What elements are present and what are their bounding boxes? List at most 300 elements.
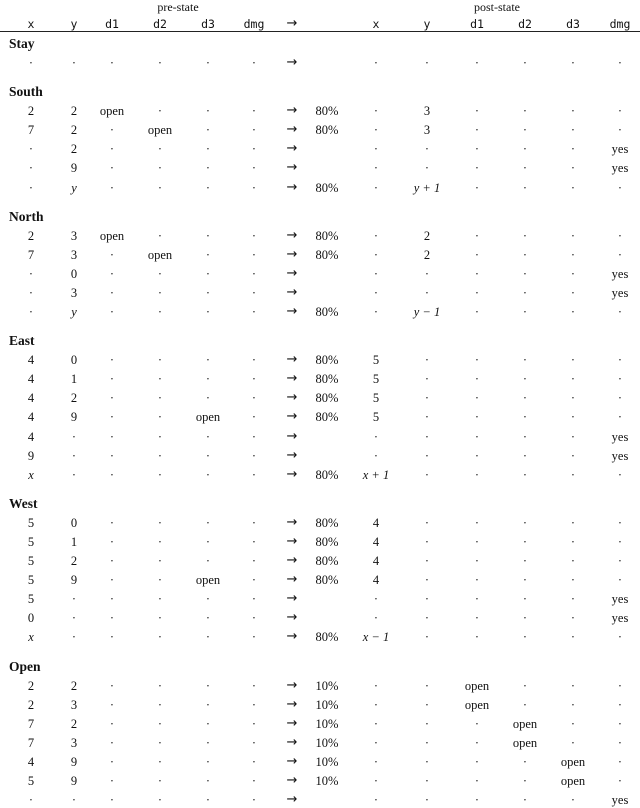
post-cell: · (424, 611, 430, 626)
post-cell: · (617, 697, 623, 712)
pre-cell: · (157, 56, 163, 70)
pre-cell: · (109, 573, 115, 588)
pre-cell: · (109, 774, 115, 788)
post-cell: · (617, 716, 623, 731)
post-cell: · (570, 391, 576, 406)
probability: 80% (315, 515, 339, 530)
pre-cell: · (205, 429, 211, 444)
pre-cell: · (251, 611, 257, 626)
row-arrow: → (286, 428, 298, 444)
row-arrow: → (286, 610, 298, 626)
post-cell: · (424, 716, 430, 731)
pre-cell: open (99, 228, 125, 243)
pre-cell: · (251, 142, 257, 157)
pre-cell: · (251, 305, 257, 319)
pre-cell: · (71, 611, 77, 626)
post-cell: · (570, 56, 576, 70)
post-cell: · (570, 534, 576, 549)
post-cell: · (373, 142, 379, 157)
pre-cell: · (205, 611, 211, 626)
pre-cell: · (157, 774, 163, 788)
pre-cell: · (109, 448, 115, 463)
post-cell: · (424, 285, 430, 300)
pre-cell: · (109, 697, 115, 712)
probability: 80% (315, 467, 339, 482)
pre-cell: · (157, 716, 163, 731)
row-arrow: → (286, 371, 298, 387)
pre-col-header-dmg: dmg (243, 17, 265, 31)
pre-cell: · (109, 372, 115, 387)
pre-cell: · (71, 429, 77, 444)
header-arrow: → (286, 16, 298, 31)
post-cell: · (474, 180, 480, 195)
pre-cell: · (28, 285, 34, 300)
post-cell: · (474, 735, 480, 750)
row-arrow: → (286, 390, 298, 406)
row-arrow: → (286, 447, 298, 463)
post-cell: · (424, 534, 430, 549)
pre-cell: · (109, 429, 115, 444)
post-cell: 2 (423, 247, 431, 262)
post-state-label: post-state (474, 0, 520, 14)
pre-cell: 4 (27, 410, 35, 425)
post-cell: open (464, 697, 490, 712)
post-cell: 5 (372, 410, 380, 425)
pre-cell: open (195, 410, 221, 425)
post-cell: · (424, 678, 430, 693)
post-cell: · (474, 228, 480, 243)
pre-cell: · (109, 754, 115, 769)
post-cell: · (522, 180, 528, 195)
row-arrow: → (286, 265, 298, 281)
post-cell: · (424, 353, 430, 368)
post-cell: · (617, 56, 623, 70)
probability: 80% (315, 630, 339, 645)
pre-cell: · (251, 180, 257, 195)
probability: 80% (315, 573, 339, 588)
probability: 80% (315, 123, 339, 138)
section-title-west: West (9, 495, 38, 511)
post-cell: · (522, 793, 528, 808)
pre-cell: · (205, 592, 211, 607)
post-cell: · (373, 305, 379, 319)
pre-cell: 9 (70, 161, 78, 176)
post-cell: · (617, 735, 623, 750)
pre-cell: 0 (70, 515, 78, 530)
pre-cell: · (157, 573, 163, 588)
row-arrow: → (286, 160, 298, 176)
row-arrow: → (286, 773, 298, 788)
pre-cell: · (251, 372, 257, 387)
pre-cell: · (157, 515, 163, 530)
post-cell: · (522, 697, 528, 712)
pre-cell: 9 (70, 410, 78, 425)
post-cell: · (522, 774, 528, 788)
post-cell: · (570, 793, 576, 808)
post-cell: · (570, 429, 576, 444)
post-cell: y − 1 (413, 305, 441, 319)
pre-cell: · (251, 592, 257, 607)
post-cell: · (474, 104, 480, 119)
pre-cell: open (195, 573, 221, 588)
pre-cell: · (109, 180, 115, 195)
post-cell: · (570, 716, 576, 731)
pre-cell: · (109, 123, 115, 138)
post-cell: · (373, 247, 379, 262)
probability: 80% (315, 228, 339, 243)
post-cell: · (617, 467, 623, 482)
post-cell: yes (611, 142, 629, 157)
pre-cell: · (71, 592, 77, 607)
pre-cell: · (205, 123, 211, 138)
post-cell: · (424, 161, 430, 176)
pre-cell: · (109, 611, 115, 626)
pre-cell: · (109, 630, 115, 645)
post-cell: open (560, 754, 586, 769)
row-arrow: → (286, 553, 298, 568)
pre-cell: · (251, 410, 257, 425)
post-cell: · (373, 161, 379, 176)
probability: 10% (315, 735, 339, 750)
post-cell: · (474, 554, 480, 568)
pre-cell: y (71, 305, 77, 319)
post-cell: · (424, 592, 430, 607)
probability: 80% (315, 372, 339, 387)
post-cell: · (617, 123, 623, 138)
post-cell: · (373, 266, 379, 281)
post-cell: · (617, 630, 623, 645)
post-cell: · (570, 448, 576, 463)
post-cell: · (617, 678, 623, 693)
pre-cell: open (147, 247, 173, 262)
pre-cell: 2 (70, 391, 78, 406)
pre-cell: 2 (70, 123, 78, 138)
pre-cell: open (99, 104, 125, 119)
pre-cell: 2 (70, 142, 78, 157)
post-cell: · (522, 142, 528, 157)
pre-cell: · (157, 429, 163, 444)
pre-cell: · (251, 285, 257, 300)
post-cell: · (522, 448, 528, 463)
post-cell: · (373, 754, 379, 769)
pre-cell: · (157, 448, 163, 463)
pre-cell: x (28, 467, 34, 482)
pre-cell: · (157, 391, 163, 406)
pre-cell: 4 (27, 391, 35, 406)
section-title-south: South (9, 84, 43, 100)
pre-cell: 0 (70, 353, 78, 368)
pre-cell: · (251, 104, 257, 119)
post-cell: · (474, 467, 480, 482)
post-cell: · (617, 104, 623, 119)
post-cell: · (474, 161, 480, 176)
pre-cell: · (157, 266, 163, 281)
probability: 10% (315, 754, 339, 769)
post-col-header-d1: d1 (470, 17, 484, 31)
post-cell: · (617, 410, 623, 425)
post-cell: · (474, 754, 480, 769)
post-cell: · (424, 774, 430, 788)
pre-cell: · (109, 391, 115, 406)
pre-cell: · (157, 678, 163, 693)
post-cell: · (570, 372, 576, 387)
post-cell: · (570, 353, 576, 368)
pre-cell: · (157, 142, 163, 157)
post-cell: · (373, 56, 379, 70)
post-cell: · (522, 353, 528, 368)
pre-cell: · (109, 305, 115, 319)
post-cell: · (570, 697, 576, 712)
probability: 80% (315, 410, 339, 425)
pre-cell: · (28, 793, 34, 808)
pre-cell: · (251, 123, 257, 138)
probability: 80% (315, 104, 339, 119)
pre-cell: · (251, 515, 257, 530)
pre-cell: · (109, 793, 115, 808)
section-title-north: North (9, 208, 44, 224)
pre-cell: 9 (70, 573, 78, 588)
pre-cell: · (205, 285, 211, 300)
pre-cell: · (109, 142, 115, 157)
pre-cell: · (251, 630, 257, 645)
pre-cell: 2 (70, 678, 78, 693)
pre-cell: · (251, 391, 257, 406)
pre-cell: · (205, 716, 211, 731)
pre-cell: 4 (27, 353, 35, 368)
post-cell: · (522, 161, 528, 176)
post-cell: · (570, 180, 576, 195)
post-cell: · (474, 515, 480, 530)
pre-cell: · (109, 247, 115, 262)
post-cell: · (570, 123, 576, 138)
post-cell: 5 (372, 353, 380, 368)
post-cell: · (522, 630, 528, 645)
header-rule (0, 31, 640, 32)
section-title-east: East (9, 333, 35, 349)
post-cell: · (424, 56, 430, 70)
pre-cell: 5 (27, 592, 35, 607)
post-col-header-y: y (423, 17, 431, 31)
pre-cell: · (109, 716, 115, 731)
post-cell: · (570, 554, 576, 568)
post-cell: yes (611, 611, 629, 626)
post-cell: · (570, 305, 576, 319)
post-cell: · (474, 305, 480, 319)
post-cell: · (424, 697, 430, 712)
post-cell: · (570, 104, 576, 119)
post-cell: · (522, 554, 528, 568)
post-cell: · (570, 515, 576, 530)
post-cell: 3 (423, 123, 431, 138)
pre-cell: · (205, 180, 211, 195)
pre-cell: · (251, 448, 257, 463)
post-cell: · (424, 142, 430, 157)
post-cell: · (474, 391, 480, 406)
pre-cell: · (205, 774, 211, 788)
pre-cell: · (109, 266, 115, 281)
pre-cell: · (157, 735, 163, 750)
row-arrow: → (286, 304, 298, 319)
pre-cell: 7 (27, 123, 35, 138)
post-cell: · (373, 592, 379, 607)
post-cell: · (570, 630, 576, 645)
post-cell: yes (611, 448, 629, 463)
row-arrow: → (286, 572, 298, 588)
post-cell: · (522, 104, 528, 119)
pre-cell: · (71, 467, 77, 482)
pre-cell: · (205, 515, 211, 530)
probability: 10% (315, 678, 339, 693)
pre-cell: · (205, 391, 211, 406)
pre-cell: 0 (70, 266, 78, 281)
post-cell: · (474, 372, 480, 387)
row-arrow: → (286, 466, 298, 482)
pre-cell: open (147, 123, 173, 138)
post-cell: · (373, 611, 379, 626)
post-cell: · (570, 467, 576, 482)
post-cell: · (474, 592, 480, 607)
post-cell: · (522, 592, 528, 607)
post-cell: · (474, 534, 480, 549)
post-cell: · (424, 554, 430, 568)
pre-cell: · (28, 142, 34, 157)
post-cell: 5 (372, 372, 380, 387)
post-cell: · (522, 123, 528, 138)
pre-cell: · (157, 104, 163, 119)
post-cell: · (570, 735, 576, 750)
pre-cell: · (251, 793, 257, 808)
pre-cell: · (251, 754, 257, 769)
post-cell: · (474, 123, 480, 138)
pre-cell: x (28, 630, 34, 645)
post-cell: · (617, 754, 623, 769)
post-cell: · (474, 774, 480, 788)
pre-cell: · (109, 735, 115, 750)
post-cell: · (424, 515, 430, 530)
post-cell: · (570, 142, 576, 157)
pre-cell: 9 (70, 774, 78, 788)
post-cell: · (617, 247, 623, 262)
pre-cell: · (251, 735, 257, 750)
row-arrow: → (286, 533, 298, 549)
pre-cell: 1 (70, 534, 78, 549)
post-cell: · (522, 391, 528, 406)
post-cell: · (570, 611, 576, 626)
pre-cell: · (28, 266, 34, 281)
pre-cell: · (109, 467, 115, 482)
post-cell: 5 (372, 391, 380, 406)
pre-cell: · (157, 630, 163, 645)
post-cell: x − 1 (362, 630, 390, 645)
post-cell: · (570, 266, 576, 281)
post-cell: · (424, 793, 430, 808)
pre-cell: · (251, 534, 257, 549)
pre-cell: 3 (70, 697, 78, 712)
post-cell: open (512, 735, 538, 750)
post-cell: · (424, 735, 430, 750)
post-cell: · (373, 678, 379, 693)
pre-cell: · (157, 554, 163, 568)
post-cell: · (373, 104, 379, 119)
pre-cell: · (205, 228, 211, 243)
post-cell: · (522, 534, 528, 549)
pre-cell: 3 (70, 735, 78, 750)
pre-cell: · (157, 285, 163, 300)
probability: 80% (315, 391, 339, 406)
pre-cell: · (109, 554, 115, 568)
probability: 80% (315, 247, 339, 262)
row-arrow: → (286, 696, 298, 712)
pre-cell: · (251, 697, 257, 712)
post-cell: · (474, 429, 480, 444)
row-arrow: → (286, 352, 298, 368)
pre-cell: · (205, 305, 211, 319)
post-cell: · (373, 429, 379, 444)
pre-cell: · (205, 630, 211, 645)
pre-cell: 5 (27, 573, 35, 588)
post-cell: · (617, 305, 623, 319)
post-cell: · (617, 534, 623, 549)
pre-cell: · (109, 410, 115, 425)
pre-col-header-y: y (70, 17, 78, 31)
post-cell: · (474, 793, 480, 808)
pre-cell: · (205, 372, 211, 387)
pre-cell: · (205, 678, 211, 693)
pre-cell: · (157, 611, 163, 626)
row-arrow: → (286, 715, 298, 731)
probability: 10% (315, 774, 339, 788)
post-col-header-dmg: dmg (609, 17, 631, 31)
post-cell: · (424, 372, 430, 387)
post-cell: · (373, 697, 379, 712)
probability: 80% (315, 305, 339, 319)
pre-cell: · (205, 754, 211, 769)
post-cell: · (522, 429, 528, 444)
row-arrow: → (286, 141, 298, 157)
pre-cell: · (109, 56, 115, 70)
pre-cell: · (205, 142, 211, 157)
pre-cell: 5 (27, 534, 35, 549)
row-arrow: → (286, 227, 298, 243)
post-cell: · (424, 448, 430, 463)
pre-cell: · (109, 515, 115, 530)
post-cell: open (560, 774, 586, 788)
post-cell: · (617, 554, 623, 568)
row-arrow: → (286, 55, 298, 70)
post-cell: · (424, 573, 430, 588)
post-cell: · (617, 372, 623, 387)
pre-cell: · (251, 467, 257, 482)
post-cell: · (474, 247, 480, 262)
post-cell: · (474, 573, 480, 588)
row-arrow: → (286, 734, 298, 750)
post-cell: 3 (423, 104, 431, 119)
pre-cell: · (157, 793, 163, 808)
post-cell: · (373, 285, 379, 300)
pre-cell: · (109, 285, 115, 300)
row-arrow: → (286, 677, 298, 693)
post-cell: · (373, 793, 379, 808)
pre-cell: · (28, 305, 34, 319)
pre-cell: 2 (27, 104, 35, 119)
post-cell: 4 (372, 534, 380, 549)
post-cell: · (373, 228, 379, 243)
pre-cell: 2 (27, 678, 35, 693)
pre-cell: 3 (70, 247, 78, 262)
pre-cell: · (157, 697, 163, 712)
pre-cell: 2 (70, 554, 78, 568)
row-arrow: → (286, 409, 298, 425)
